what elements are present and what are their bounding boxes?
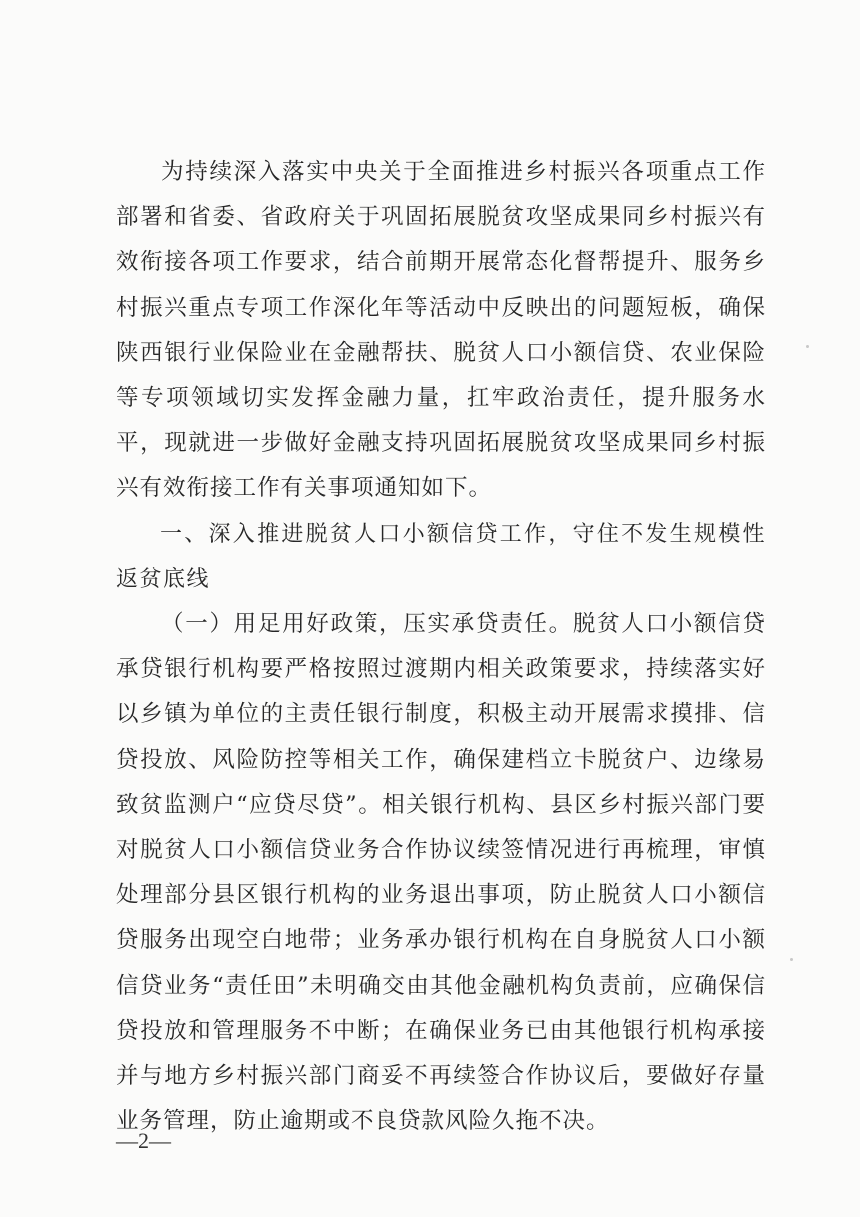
scan-speck [806, 345, 809, 348]
page-number: —2— [116, 1128, 171, 1153]
section-heading-1: 一、深入推进脱贫人口小额信贷工作，守住不发生规模性返贫底线 [116, 521, 766, 592]
document-body [116, 150, 766, 1144]
scan-speck [790, 958, 793, 961]
subsection-text-1: 脱贫人口小额信贷承贷银行机构要严格按照过渡期内相关政策要求，持续落实好以乡镇为单位的主责任银行制度，积极主动开展需求摸排、信贷投放、风险防控等相关工作，确保建档立卡脱贫户、边缘易致贫监测户“应贷尽贷”。相关银行机构、县区乡村振兴部门要对脱贫人口小额信贷业务合作协议续签情况进行再梳理，审慎处理部分县区银行机构的业务退出事项，防止脱贫人口小额信贷服务出现空白地带；业务承办银行机构在自身脱贫人口小额信贷业务“责任田”未明确交由其他金融机构负责前，应确保信贷投放和管理服务不中断；在确保业务已由其他银行机构承接并与地方乡村振兴部门商妥不再续签合作协议后，要做好存量业务管理，防止逾期或不良贷款风险久拖不决。 [116, 611, 766, 1135]
intro-paragraph: 为持续深入落实中央关于全面推进乡村振兴各项重点工作部署和省委、省政府关于巩固拓展脱贫攻坚成果同乡村振兴有效衔接各项工作要求，结合前期开展常态化督帮提升、服务乡村振兴重点专项工作深化年等活动中反映出的问题短板，确保陕西银行业保险业在金融帮扶、脱贫人口小额信贷、农业保险等专项领域切实发挥金融力量，扛牢政治责任，提升服务水平，现就进一步做好金融支持巩固拓展脱贫攻坚成果同乡村振兴有效衔接工作有关事项通知如下。 [116, 159, 766, 502]
subsection-heading-1: （一）用足用好政策，压实承贷责任。 [161, 611, 573, 638]
section-1-paragraph [116, 602, 766, 1144]
